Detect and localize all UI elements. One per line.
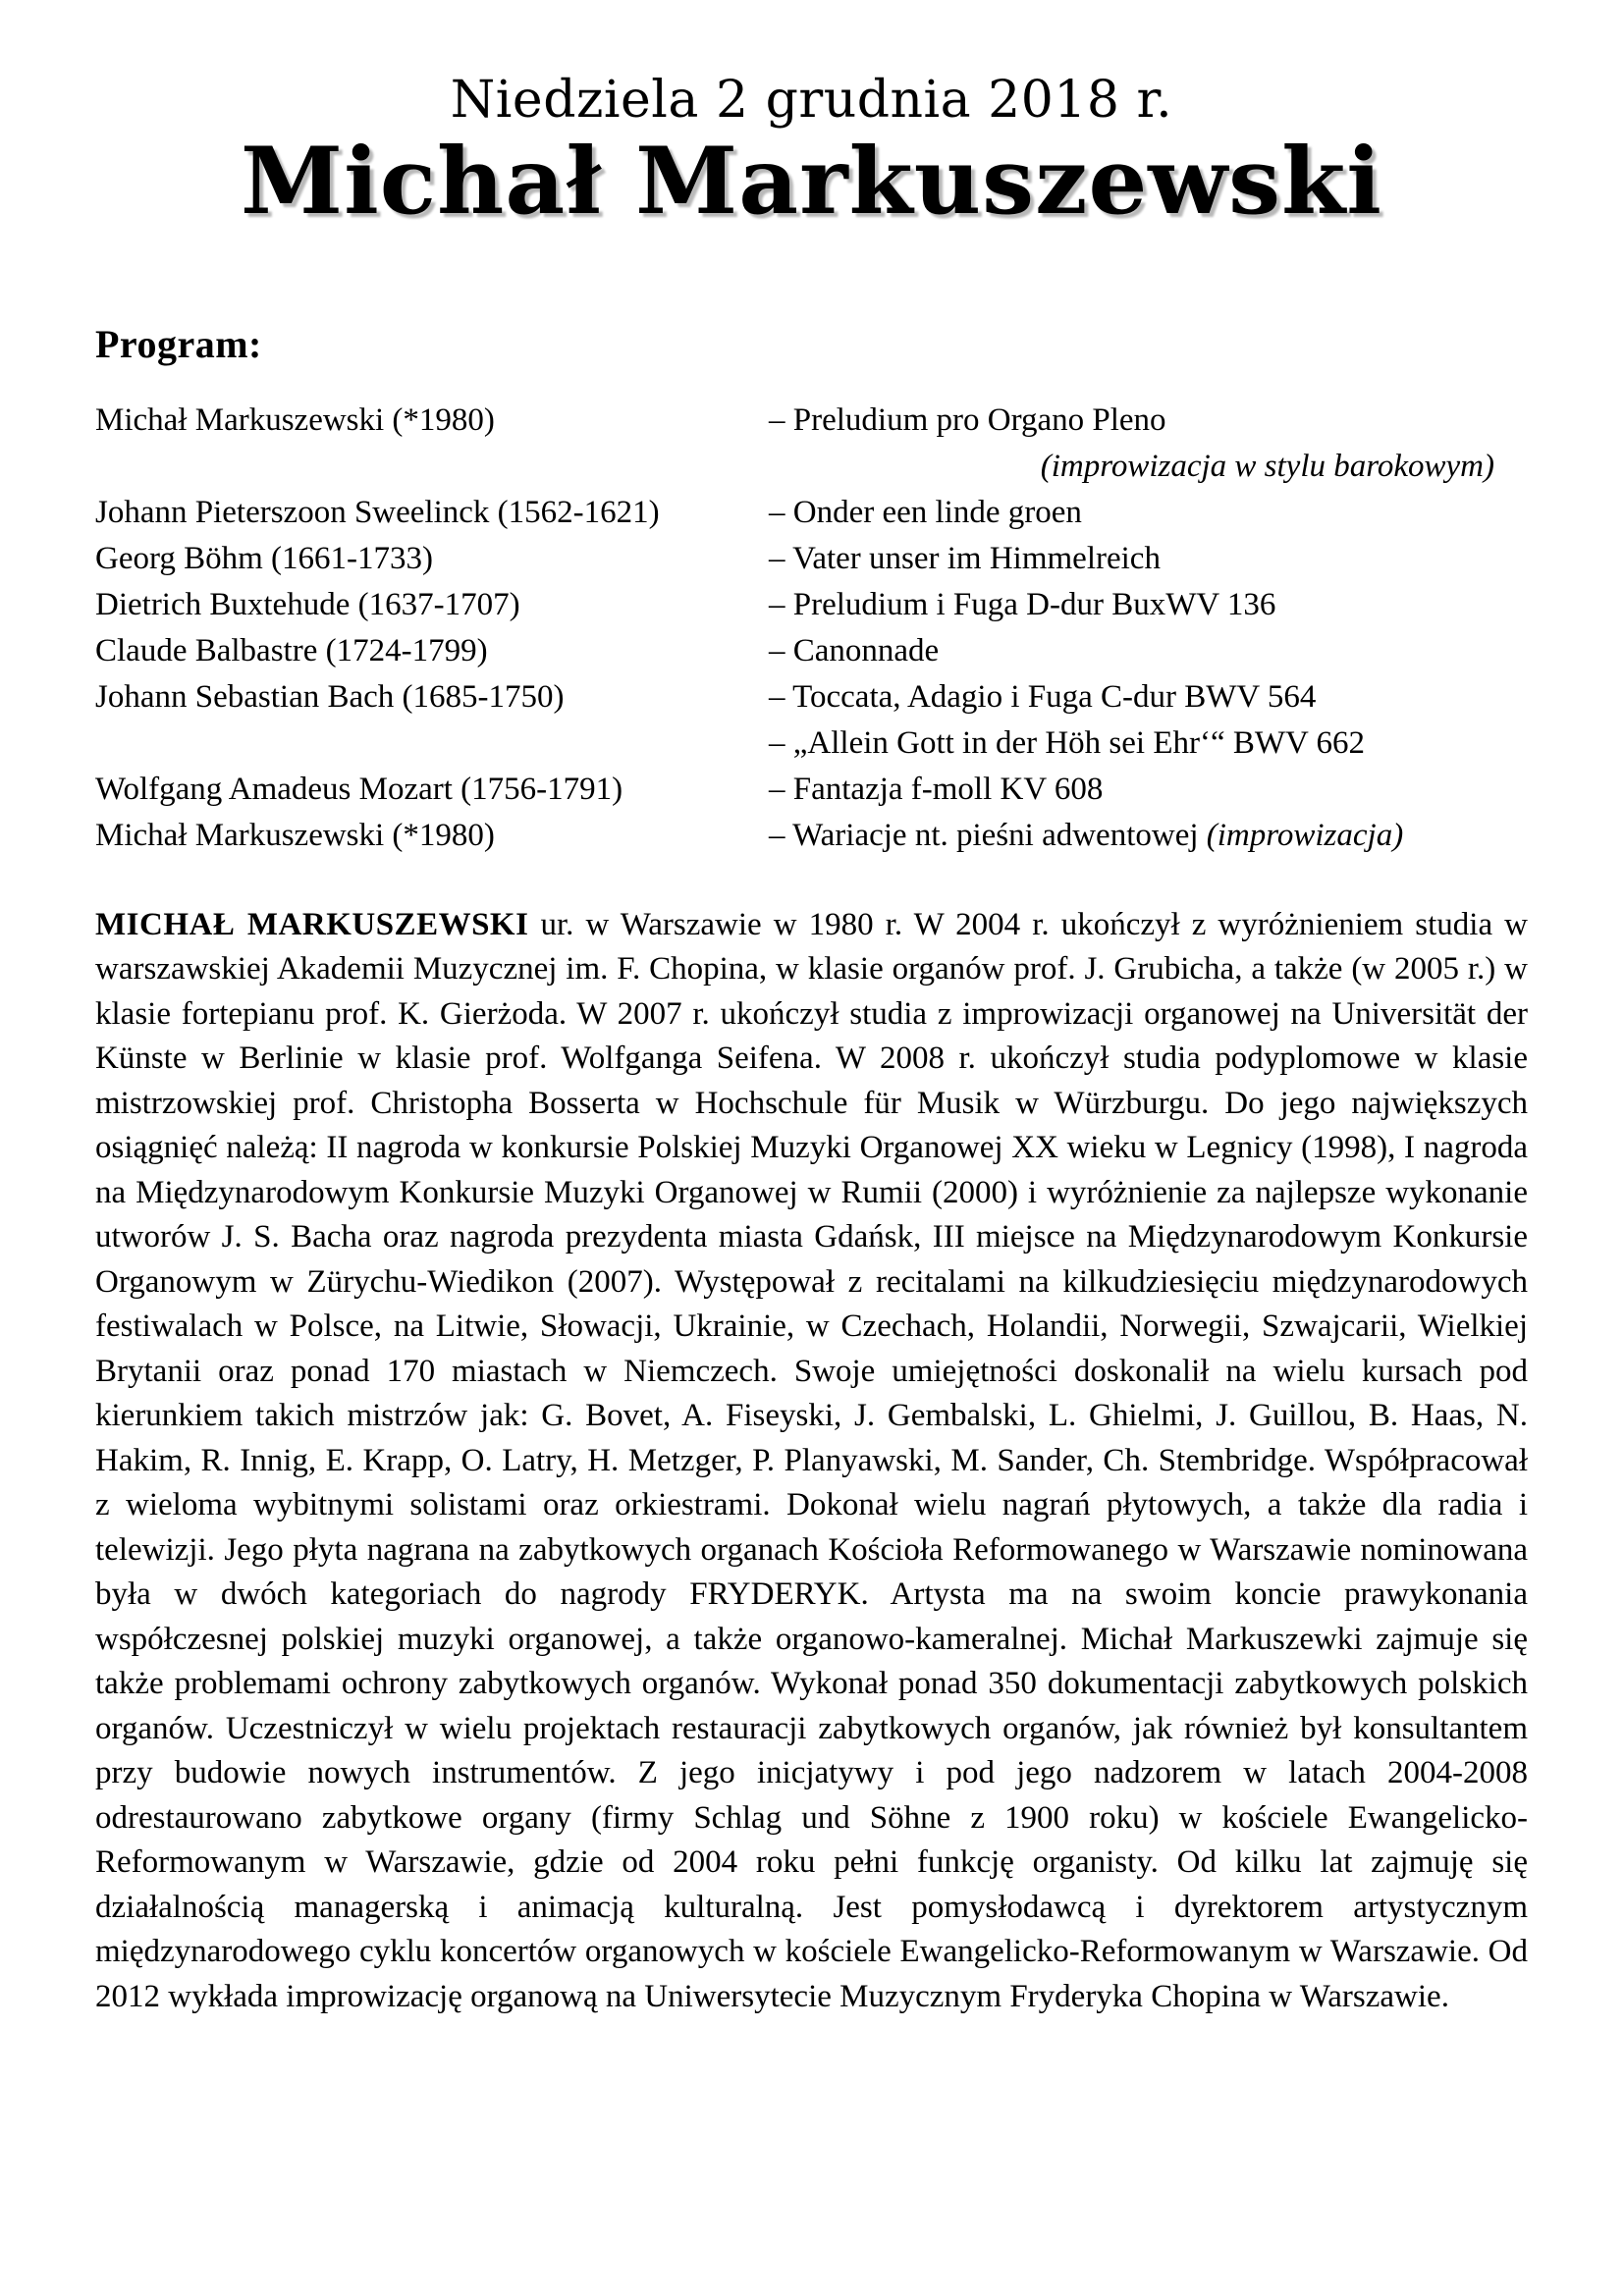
program-composer: Wolfgang Amadeus Mozart (1756-1791) bbox=[95, 771, 623, 807]
page-title: Michał Markuszewski bbox=[241, 128, 1382, 236]
bio-body: ur. w Warszawie w 1980 r. W 2004 r. ukończył z wyróżnieniem studia w warszawskiej Akademii Muzycznej im. F. Chopina, w klasie organów prof. J. Grubicha, a także (w 2005 r.) w klasie fortepianu prof. K. Gierżoda. W 2007 r. ukończył studia z improwizacji organowej na Universität der Künste w Berlinie w klasie prof. Wolfganga Seifena. W 2008 r. ukończył studia podyplomowe w klasie mistrzowskiej prof. Christopha Bosserta w Hochschule für Musik w Würzburgu. Do jego największych osiągnięć należą: II nagroda w konkursie Polskiej Muzyki Organowej XX wieku w Legnicy (1998), I nagroda na Międzynarodowym Konkursie Muzyki Organowej w Rumii (2000) i wyróżnienie za najlepsze wykonanie utworów J. S. Bacha oraz nagroda prezydenta miasta Gdańsk, III miejsce na Międzynarodowym Konkursie Organowym w Zürychu-Wiedikon (2007). Występował z recitalami na kilkudziesięciu międzynarodowych festiwalach w Polsce, na Litwie, Słowacji, Ukrainie, w Czechach, Holandii, Norwegii, Szwajcarii, Wielkiej Brytanii oraz ponad 170 miastach w Niemczech. Swoje umiejętności doskonalił na wielu kursach pod kierunkiem takich mistrzów jak: G. Bovet, A. Fiseyski, J. Gembalski, L. Ghielmi, J. Guillou, B. Haas, N. Hakim, R. Innig, E. Krapp, O. Latry, H. Metzger, P. Planyawski, M. Sander, Ch. Stembridge. Współpracował z wieloma wybitnymi solistami oraz orkiestrami. Dokonał wielu nagrań płytowych, a także dla radia i telewizji. Jego płyta nagrana na zabytkowych organach Kościoła Reformowanego w Warszawie nominowana była w dwóch kategoriach do nagrody FRYDERYK. Artysta ma na swoim koncie prawykonania współczesnej polskiej muzyki organowej, a także organowo-kameralnej. Michał Markuszewki zajmuje się także problemami ochrony zabytkowych organów. Wykonał ponad 350 dokumentacji zabytkowych polskich organów. Uczestniczył w wielu projektach restauracji zabytkowych organów, jak również był konsultantem przy budowie nowych instrumentów. Z jego inicjatywy i pod jego nadzorem w latach 2004-2008 odrestaurowano zabytkowe organy (firmy Schlag und Söhne z 1900 roku) w kościele Ewangelicko-Reformowanym w Warszawie, gdzie od 2004 roku pełni funkcję organisty. Od kilku lat zajmuję się działalnością managerską i animacją kulturalną. Jest pomysłodawcą i dyrektorem artystycznym międzynarodowego cyklu koncertów organowych w kościele Ewangelicko-Reformowanym w Warszawie. Od 2012 wykłada improwizację organową na Uniwersytecie Muzycznym Fryderyka Chopina w Warszawie. bbox=[95, 906, 1528, 2014]
bio-lead: MICHAŁ MARKUSZEWSKI bbox=[95, 906, 529, 942]
program-composer bbox=[95, 444, 769, 490]
program-heading: Program: bbox=[95, 321, 262, 366]
program-piece: – Toccata, Adagio i Fuga C-dur BWV 564 bbox=[769, 678, 1317, 715]
program-piece bbox=[769, 813, 1528, 859]
program-row bbox=[95, 813, 1528, 859]
program-piece: – Preludium pro Organo Pleno bbox=[769, 401, 1166, 438]
program-piece-italic: (improwizacja) bbox=[1206, 817, 1404, 853]
program-composer: Georg Böhm (1661-1733) bbox=[95, 540, 434, 576]
program-piece: – „Allein Gott in der Höh sei Ehr‘“ BWV 662 bbox=[769, 724, 1366, 761]
program-piece: – Canonnade bbox=[769, 632, 940, 668]
program-piece: – Fantazja f-moll KV 608 bbox=[769, 771, 1104, 807]
bio-paragraph bbox=[95, 903, 1528, 2020]
program-row bbox=[95, 582, 1528, 628]
program-composer bbox=[95, 721, 769, 767]
program-row bbox=[95, 628, 1528, 674]
program-list bbox=[95, 398, 1528, 859]
program-row bbox=[95, 490, 1528, 536]
program-row bbox=[95, 674, 1528, 721]
program-composer: Michał Markuszewski (*1980) bbox=[95, 401, 495, 438]
program-piece: – Preludium i Fuga D-dur BuxWV 136 bbox=[769, 586, 1276, 622]
program-composer: Johann Pieterszoon Sweelinck (1562-1621) bbox=[95, 494, 660, 530]
program-composer: Dietrich Buxtehude (1637-1707) bbox=[95, 586, 520, 622]
program-row-note bbox=[95, 444, 1528, 490]
date-title: Niedziela 2 grudnia 2018 r. bbox=[450, 71, 1173, 130]
program-piece-text: – Wariacje nt. pieśni adwentowej bbox=[769, 817, 1207, 853]
program-piece: – Onder een linde groen bbox=[769, 494, 1082, 530]
program-piece-note: (improwizacja w stylu barokowym) bbox=[1040, 448, 1494, 484]
program-piece: – Vater unser im Himmelreich bbox=[769, 540, 1161, 576]
program-row bbox=[95, 536, 1528, 582]
program-composer: Michał Markuszewski (*1980) bbox=[95, 817, 495, 853]
program-composer: Claude Balbastre (1724-1799) bbox=[95, 632, 488, 668]
program-row bbox=[95, 398, 1528, 444]
program-row bbox=[95, 721, 1528, 767]
program-row bbox=[95, 767, 1528, 813]
program-composer: Johann Sebastian Bach (1685-1750) bbox=[95, 678, 565, 715]
